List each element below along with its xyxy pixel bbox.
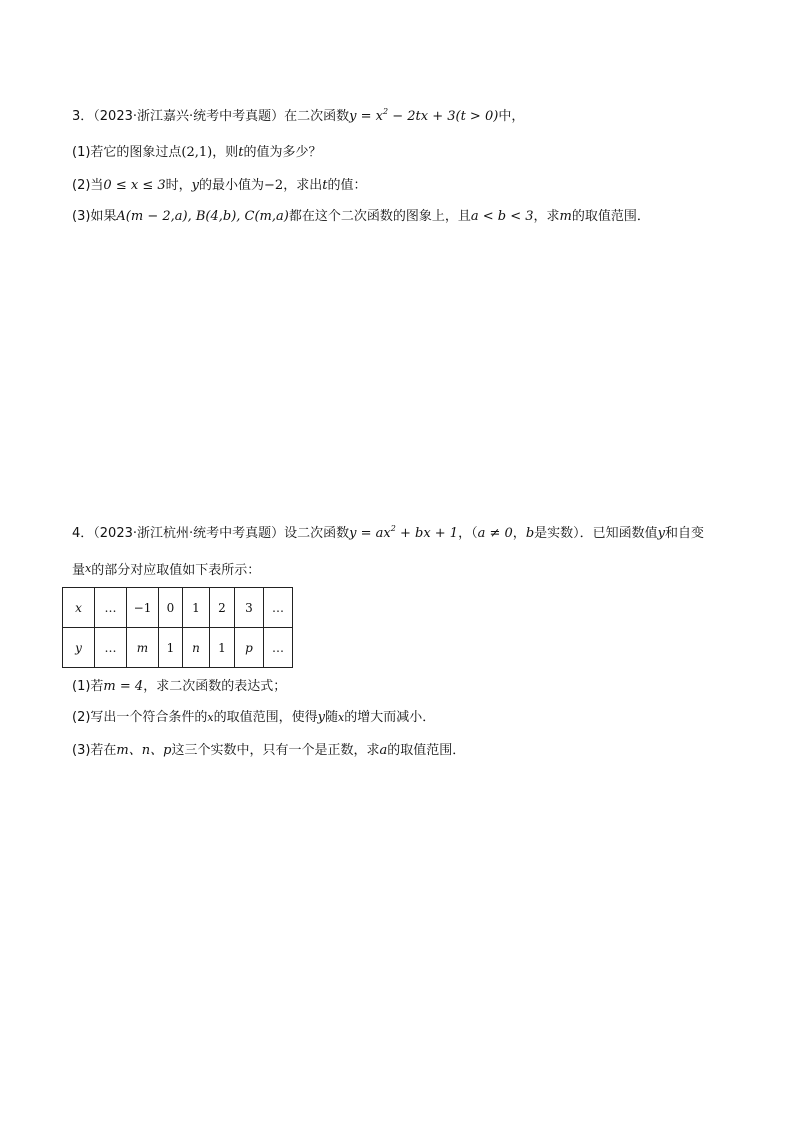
table-cell: p bbox=[235, 628, 264, 668]
q4-p2-text2: 的取值范围，使得 bbox=[213, 710, 318, 725]
q4-cond2: b bbox=[525, 526, 535, 541]
table-cell: 2 bbox=[210, 588, 235, 628]
table-cell: 1 bbox=[183, 588, 210, 628]
q4-p3-text2: 这三个实数中，只有一个是正数，求 bbox=[171, 743, 380, 758]
q3-p2-var2: t bbox=[322, 178, 328, 193]
q4-var-y: y bbox=[657, 526, 666, 541]
q3-p2-range: 0 ≤ x ≤ 3 bbox=[103, 178, 166, 193]
q3-p1-text2: ，则 bbox=[212, 145, 239, 160]
q4-var-x: x bbox=[85, 562, 92, 575]
q4-p3-text: (3)若在 bbox=[72, 743, 117, 758]
table-cell: x bbox=[63, 588, 95, 628]
q4-stem-text2: ，（ bbox=[458, 526, 478, 541]
q4-stem-text3: ， bbox=[512, 526, 526, 541]
q3-p2-text3: 的最小值为 bbox=[199, 178, 265, 193]
table-cell: 0 bbox=[159, 588, 183, 628]
q4-p2-text: (2)写出一个符合条件的 bbox=[72, 710, 208, 725]
q4-part3 bbox=[72, 741, 465, 761]
table-cell: … bbox=[264, 588, 293, 628]
q3-p2-var: y bbox=[191, 178, 199, 193]
q4-p2-var-x: x bbox=[207, 711, 214, 724]
q3-part1 bbox=[72, 143, 322, 163]
q3-part3 bbox=[72, 207, 650, 227]
q4-p3-text3: 的取值范围． bbox=[387, 743, 466, 758]
q3-source: （2023·浙江嘉兴·统考中考真题） bbox=[93, 109, 285, 124]
q3-p3-inequality: a < b < 3 bbox=[470, 209, 534, 224]
q3-p2-text5: 的值： bbox=[327, 178, 367, 193]
table-cell: n bbox=[183, 628, 210, 668]
q4-stem-text4: 是实数）．已知函数值 bbox=[534, 526, 658, 541]
q4-part2 bbox=[72, 708, 435, 728]
q4-function: $y = ax^2$ + bx + 1 bbox=[349, 524, 459, 541]
table-row-x bbox=[63, 588, 293, 628]
q3-p1-text3: 的值为多少？ bbox=[243, 145, 322, 160]
table-cell: −1 bbox=[127, 588, 159, 628]
q4-p1-cond: m = 4 bbox=[103, 679, 144, 694]
q4-stem-text: 设二次函数 bbox=[284, 526, 350, 541]
table-row-y bbox=[63, 628, 293, 668]
q4-p2-text4: 的增大而减小． bbox=[344, 710, 436, 725]
table-cell: 1 bbox=[159, 628, 183, 668]
q4-p1-text2: ，求二次函数的表达式； bbox=[143, 679, 287, 694]
q4-cond1: a ≠ 0 bbox=[477, 526, 513, 541]
q4-p2-text3: 随 bbox=[325, 710, 339, 725]
q3-stem bbox=[72, 107, 524, 127]
table-cell: … bbox=[95, 628, 127, 668]
table-cell: … bbox=[264, 628, 293, 668]
table-cell: 1 bbox=[210, 628, 235, 668]
q3-p3-text: (3)如果 bbox=[72, 209, 117, 224]
q3-part2 bbox=[72, 176, 366, 196]
q3-p2-text4: ，求出 bbox=[283, 178, 323, 193]
q4-source: （2023·浙江杭州·统考中考真题） bbox=[93, 526, 285, 541]
table-cell: … bbox=[95, 588, 127, 628]
q3-p1-var: t bbox=[238, 145, 244, 160]
q4-stem-line2 bbox=[72, 559, 260, 581]
q4-p3-var-a: a bbox=[379, 743, 388, 758]
q4-p2-var-y: y bbox=[317, 710, 326, 725]
q3-p2-text: (2)当 bbox=[72, 178, 104, 193]
q3-stem-text: 在二次函数 bbox=[284, 109, 350, 124]
q3-p3-text3: ，求 bbox=[533, 209, 560, 224]
q3-p1-point: (2,1) bbox=[181, 145, 213, 160]
q3-p3-points: A(m − 2,a), B(4,b), C(m,a) bbox=[116, 209, 289, 224]
q3-stem-end: 中， bbox=[498, 109, 525, 124]
q4-line2-text2: 的部分对应取值如下表所示： bbox=[91, 563, 261, 578]
q3-p3-text4: 的取值范围． bbox=[571, 209, 650, 224]
q4-p3-vars: m、n、p bbox=[116, 743, 172, 758]
q4-number: 4． bbox=[72, 526, 94, 541]
q3-p3-text2: 都在这个二次函数的图象上，且 bbox=[288, 209, 471, 224]
q3-number: 3． bbox=[72, 109, 94, 124]
q3-p2-value: −2 bbox=[264, 178, 284, 193]
q3-function: $y = x^2 - 2tx + 3(t > 0)$ bbox=[349, 107, 499, 124]
q3-p2-text2: 时， bbox=[165, 178, 192, 193]
q4-p2-var-x2: x bbox=[338, 711, 345, 724]
table-cell: y bbox=[63, 628, 95, 668]
q4-part1 bbox=[72, 677, 286, 697]
table-cell: m bbox=[127, 628, 159, 668]
q3-p1-text: (1)若它的图象过点 bbox=[72, 145, 182, 160]
q4-line2-text: 量 bbox=[72, 563, 86, 578]
table-cell: 3 bbox=[235, 588, 264, 628]
q4-stem bbox=[72, 524, 704, 544]
q4-p1-text: (1)若 bbox=[72, 679, 104, 694]
value-table bbox=[62, 587, 293, 668]
q4-stem-text5: 和自变 bbox=[665, 526, 705, 541]
q3-p3-var: m bbox=[559, 209, 572, 224]
